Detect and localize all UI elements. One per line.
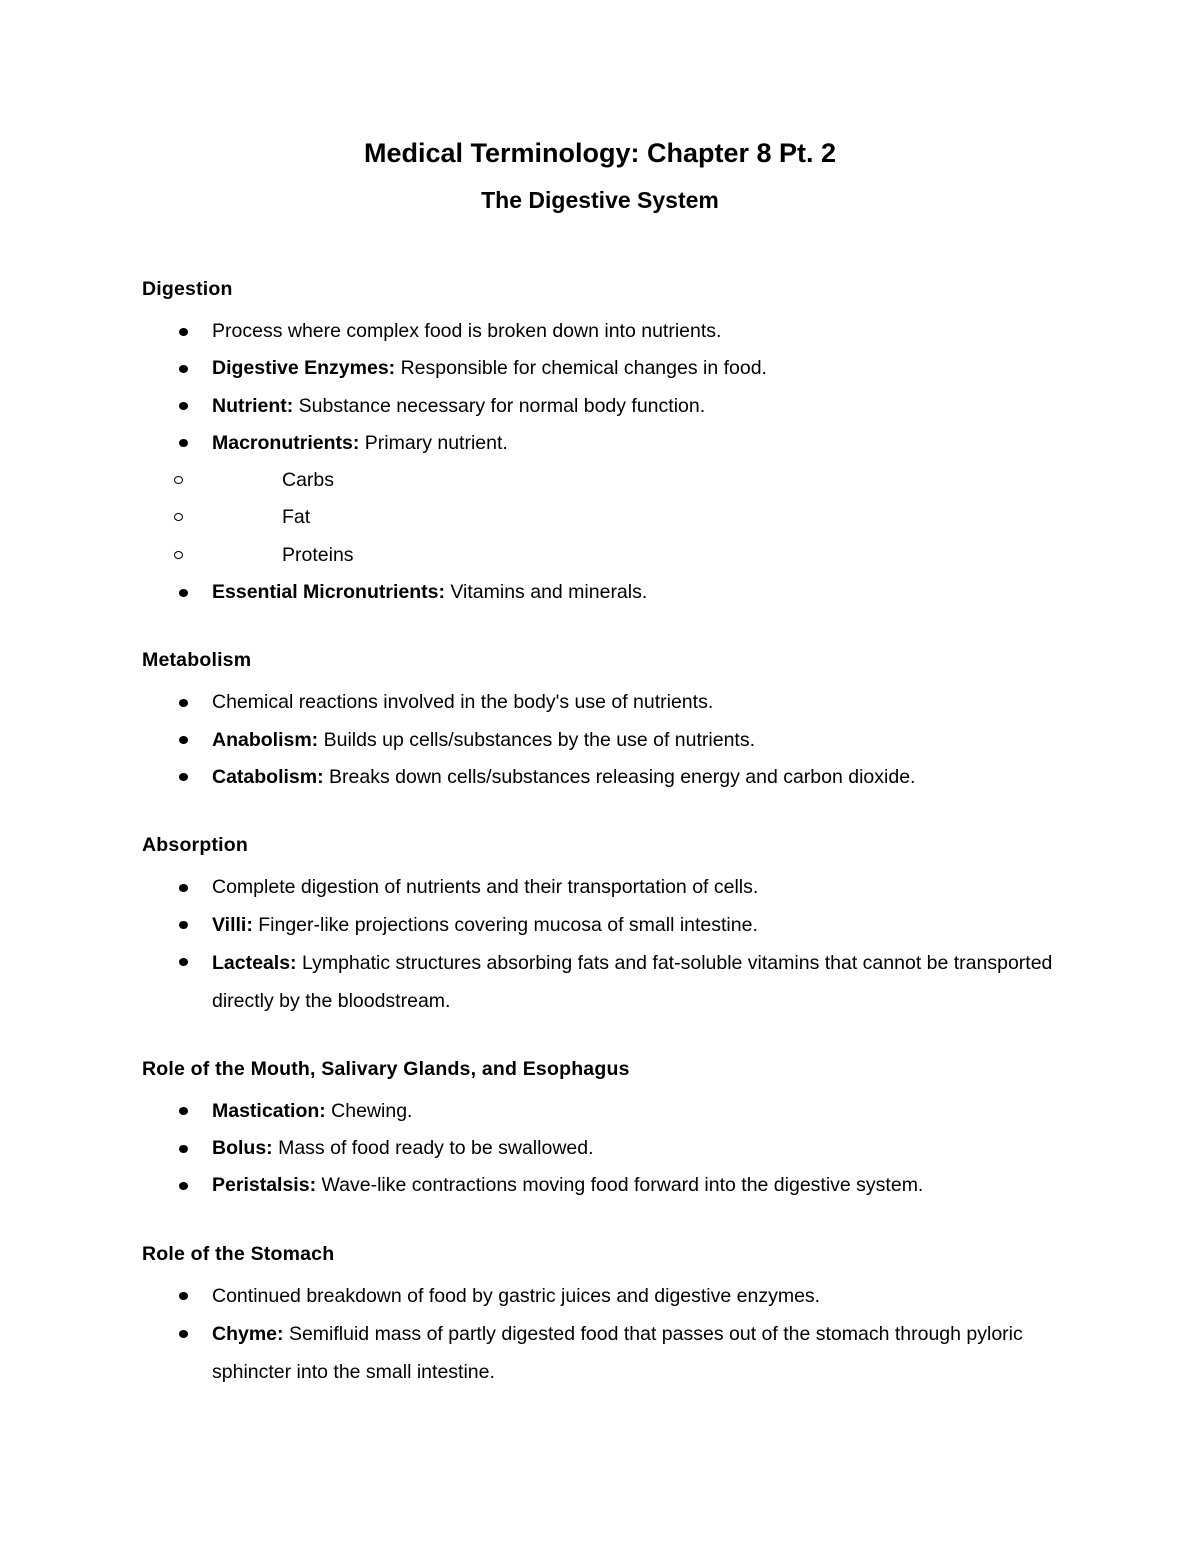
term-definition: Chewing.	[325, 1099, 413, 1122]
list-item	[142, 684, 1082, 721]
term-definition: Process where complex food is broken down into nutrients.	[212, 320, 722, 342]
sub-bullet-list	[212, 462, 1082, 574]
list-item	[142, 1130, 1082, 1167]
section-heading: Role of the Stomach	[142, 1242, 335, 1265]
term-definition: Finger-like projections covering mucosa of small intestine.	[252, 913, 758, 936]
term-definition: Vitamins and minerals.	[444, 581, 648, 604]
list-item	[142, 1167, 1082, 1204]
bullet-list	[142, 313, 1082, 611]
term-label: Nutrient:	[212, 394, 294, 417]
list-item	[142, 1278, 1082, 1315]
term-definition: Substance necessary for normal body function.	[293, 394, 706, 417]
sub-item-text: Fat	[282, 506, 311, 529]
term-definition: Primary nutrient.	[359, 431, 508, 454]
bullet-list	[142, 684, 1082, 796]
list-item	[142, 759, 1082, 796]
bullet-list	[142, 869, 1082, 1020]
term-definition: Chemical reactions involved in the body's use of nutrients.	[212, 691, 714, 714]
section-heading: Metabolism	[142, 649, 252, 672]
list-item	[142, 722, 1082, 759]
section-digestion	[142, 276, 1082, 611]
term-label: Essential Micronutrients:	[212, 581, 445, 604]
term-definition: Wave-like contractions moving food forward into the digestive system.	[316, 1174, 924, 1197]
sub-item-text: Proteins	[282, 543, 354, 566]
term-label: Digestive Enzymes:	[212, 357, 396, 380]
term-label: Macronutrients:	[212, 431, 360, 454]
term-definition: Breaks down cells/substances releasing energy and carbon dioxide.	[323, 765, 916, 788]
list-item	[142, 944, 1082, 1020]
section-stomach	[142, 1241, 1082, 1391]
list-item	[142, 313, 1082, 350]
term-definition: Builds up cells/substances by the use of nutrients.	[318, 728, 756, 751]
term-definition: Complete digestion of nutrients and their transportation of cells.	[212, 876, 759, 899]
list-item	[142, 574, 1082, 611]
section-absorption	[142, 832, 1082, 1020]
list-item	[142, 1315, 1082, 1391]
list-item	[142, 425, 1082, 574]
sub-list-item	[212, 537, 1082, 574]
bullet-list	[142, 1278, 1082, 1391]
term-label: Villi:	[212, 913, 253, 936]
term-definition: Semifluid mass of partly digested food that passes out of the stomach through pyloric sphincter into the small intestine.	[212, 1323, 1023, 1384]
term-label: Mastication:	[212, 1099, 326, 1122]
term-label: Lacteals:	[212, 951, 297, 974]
term-definition: Mass of food ready to be swallowed.	[272, 1137, 594, 1160]
page-title: Medical Terminology: Chapter 8 Pt. 2	[363, 138, 837, 168]
term-label: Catabolism:	[212, 765, 324, 788]
page-subtitle: The Digestive System	[481, 187, 719, 213]
term-label: Chyme:	[212, 1323, 284, 1346]
list-item	[142, 907, 1082, 944]
document-body	[142, 276, 1082, 1427]
term-definition: Continued breakdown of food by gastric juices and digestive enzymes.	[212, 1284, 821, 1307]
term-definition: Responsible for chemical changes in food.	[395, 357, 767, 380]
sub-list-item	[212, 499, 1082, 536]
term-label: Peristalsis:	[212, 1174, 317, 1197]
term-label: Bolus:	[212, 1137, 273, 1160]
section-metabolism	[142, 647, 1082, 796]
list-item	[142, 869, 1082, 906]
list-item	[142, 388, 1082, 425]
bullet-list	[142, 1093, 1082, 1205]
section-heading: Role of the Mouth, Salivary Glands, and Esophagus	[142, 1057, 630, 1080]
sub-item-text: Carbs	[282, 469, 335, 492]
sub-list-item	[212, 462, 1082, 499]
section-mouth-glands-esophagus	[142, 1056, 1082, 1205]
section-heading: Digestion	[142, 278, 233, 300]
term-definition: Lymphatic structures absorbing fats and fat-soluble vitamins that cannot be transported directly by the bloodstream.	[212, 951, 1053, 1012]
term-label: Anabolism:	[212, 728, 319, 751]
list-item	[142, 350, 1082, 387]
list-item	[142, 1093, 1082, 1130]
section-heading: Absorption	[142, 834, 248, 857]
